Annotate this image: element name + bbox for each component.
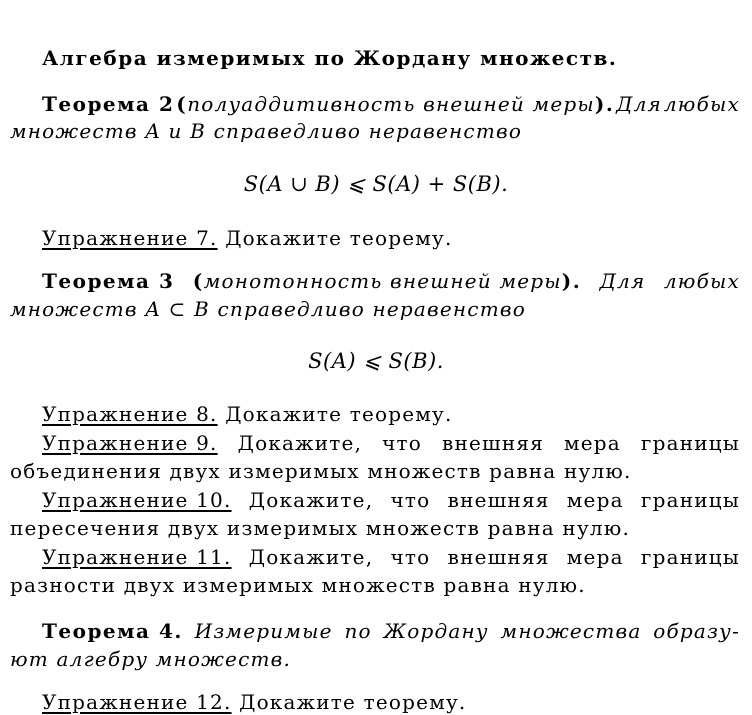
- exercise7-label: Упражнение 7.: [42, 226, 218, 250]
- exercise11-line2: разности двух измеримых множеств равна нулю.: [10, 573, 586, 597]
- exercise10-word: что: [390, 488, 431, 512]
- theorem3-word: любых: [663, 269, 740, 293]
- exercise10-line1: [42, 487, 740, 513]
- exercise11-line1: [42, 544, 740, 570]
- theorem3-formula: S(A) ⩽ S(B).: [308, 349, 444, 373]
- exercise10-label: Упражнение 10.: [42, 488, 232, 512]
- exercise11-word: Докажите,: [248, 545, 374, 569]
- exercise9-word: Докажите,: [237, 431, 363, 455]
- theorem2-label: Теорема 2: [42, 92, 175, 116]
- paren-close: ).: [561, 269, 582, 293]
- theorem2-title: [176, 91, 614, 117]
- exercise11-word: мера: [566, 545, 624, 569]
- exercise11-word: внешняя: [447, 545, 550, 569]
- exercise10-word: мера: [566, 488, 624, 512]
- theorem2-word: любых: [663, 92, 740, 116]
- exercise8-label: Упражнение 8.: [42, 402, 218, 426]
- exercise9-word: границы: [640, 431, 740, 455]
- exercise10-word: границы: [640, 488, 740, 512]
- theorem3-word: Для: [599, 269, 646, 293]
- exercise9-label: Упражнение 9.: [42, 431, 218, 455]
- section-title: Алгебра измеримых по Жордану множеств.: [42, 46, 618, 70]
- theorem3-line2: множеств A ⊂ B справедливо неравенство: [10, 297, 526, 321]
- theorem3-title: [193, 268, 581, 294]
- theorem2-name: полуаддитивность внешней меры: [187, 92, 595, 116]
- exercise8: [42, 401, 740, 427]
- theorem4-word: Измеримые: [194, 619, 333, 643]
- exercise12: [42, 689, 740, 715]
- exercise11-word: что: [390, 545, 431, 569]
- theorem4-label: Теорема 4.: [42, 619, 183, 643]
- theorem4-word: множества: [500, 619, 642, 643]
- theorem4-word: по: [344, 619, 372, 643]
- exercise12-text: Докажите теорему.: [239, 690, 467, 714]
- paren-open: (: [192, 269, 204, 293]
- exercise12-label: Упражнение 12.: [42, 690, 232, 714]
- theorem4-line2: ют алгебру множеств.: [10, 647, 292, 671]
- theorem2-word: Для: [616, 92, 662, 116]
- exercise7-text: Докажите теорему.: [225, 226, 453, 250]
- exercise10-word: внешняя: [447, 488, 550, 512]
- exercise9-word: внешняя: [442, 431, 545, 455]
- theorem3-label: Теорема 3: [42, 269, 175, 293]
- paren-open: (: [176, 92, 188, 116]
- theorem2-line1: [42, 91, 740, 117]
- theorem4-word: образу-: [653, 619, 740, 643]
- theorem2-line2: множеств A и B справедливо неравенство: [10, 119, 523, 143]
- paren-close: ).: [594, 92, 615, 116]
- exercise8-text: Докажите теорему.: [225, 402, 453, 426]
- exercise9-word: мера: [564, 431, 621, 455]
- exercise10-line2: пересечения двух измеримых множеств равна нулю.: [10, 516, 631, 540]
- theorem3-name: монотонность внешней меры: [203, 269, 562, 293]
- theorem4-word: Жордану: [383, 619, 489, 643]
- exercise7: [42, 225, 740, 251]
- exercise11-label: Упражнение 11.: [42, 545, 232, 569]
- exercise9-line1: [42, 430, 740, 456]
- theorem2-formula: S(A ∪ B) ⩽ S(A) + S(B).: [243, 172, 509, 196]
- exercise10-word: Докажите,: [248, 488, 374, 512]
- exercise11-word: границы: [640, 545, 740, 569]
- exercise9-line2: объединения двух измеримых множеств равна нулю.: [10, 459, 632, 483]
- exercise9-word: что: [382, 431, 423, 455]
- theorem4-line1: [42, 618, 740, 644]
- theorem3-line1: [42, 268, 740, 294]
